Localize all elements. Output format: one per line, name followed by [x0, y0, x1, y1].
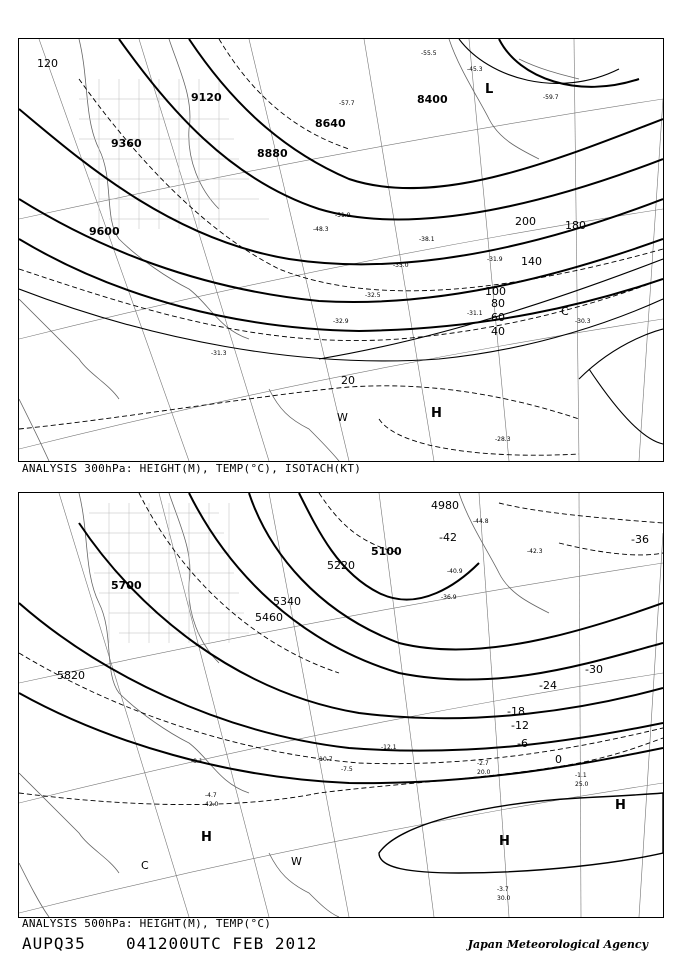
obs-temp-2: -1.1 [575, 772, 587, 779]
isotach-label-140: 140 [521, 255, 542, 268]
temp-label-31-1: -31.1 [467, 310, 483, 317]
temp-label-35-0: -35.0 [393, 262, 409, 269]
height-label-9120: 9120 [191, 91, 222, 104]
isotach-label-120: 120 [37, 57, 58, 70]
temp-label-45-3: -45.3 [467, 66, 483, 73]
height-contours [19, 493, 663, 783]
warm-center-marker: W [337, 411, 348, 424]
obs-temp-5: -7.5 [341, 766, 353, 773]
isotach-label-60: 60 [491, 311, 505, 324]
height-label-8640: 8640 [315, 117, 346, 130]
chart-300hpa [18, 38, 664, 462]
valid-time: 041200UTC FEB 2012 [126, 934, 318, 953]
obs-temp-12: -36.9 [441, 594, 457, 601]
obs-value-1: 30.0 [497, 895, 511, 902]
temp-label-6: -6 [517, 737, 528, 750]
chart-500hpa [18, 492, 664, 918]
obs-temp-1: -3.7 [497, 886, 509, 893]
height-label-8880: 8880 [257, 147, 288, 160]
isotach-label-180: 180 [565, 219, 586, 232]
isotach-label-80: 80 [491, 297, 505, 310]
temp-label-30-3: -30.3 [575, 318, 591, 325]
obs-temp-4: -12.1 [381, 744, 397, 751]
temp-label-31-3: -31.3 [211, 350, 227, 357]
temp-label-24: -24 [539, 679, 557, 692]
cold-center-marker: C [561, 305, 569, 318]
cold-center-marker: C [141, 859, 149, 872]
height-label-5700: 5700 [111, 579, 142, 592]
obs-temp-10: -42.3 [527, 548, 543, 555]
high-pressure-marker-west: H [201, 830, 212, 845]
height-label-5340: 5340 [273, 595, 301, 608]
temp-label-55-5: -55.5 [421, 50, 437, 57]
low-pressure-marker: L [485, 82, 494, 97]
height-contours [19, 39, 663, 331]
height-label-4980: 4980 [431, 499, 459, 512]
obs-value-3: 20.0 [477, 769, 491, 776]
warm-center-marker: W [291, 855, 302, 868]
isotach-label-20: 20 [341, 374, 355, 387]
temp-label-51-9: -51.9 [335, 212, 351, 219]
height-label-5100: 5100 [371, 545, 402, 558]
agency-name: Japan Meteorological Agency [467, 938, 648, 951]
graticule [19, 493, 663, 917]
chart-500hpa-caption: ANALYSIS 500hPa: HEIGHT(M), TEMP(°C) [22, 917, 272, 930]
temp-label-32-9: -32.9 [333, 318, 349, 325]
temp-label-28-3: -28.3 [495, 436, 511, 443]
temp-label-18: -18 [507, 705, 525, 718]
obs-temp-7: -8.1 [191, 758, 203, 765]
height-label-9600: 9600 [89, 225, 120, 238]
temp-label-59-7: -59.7 [543, 94, 559, 101]
obs-value-2: 25.0 [575, 781, 589, 788]
isotach-label-200: 200 [515, 215, 536, 228]
height-label-9360: 9360 [111, 137, 142, 150]
chart-id: AUPQ35 [22, 934, 86, 953]
height-label-8400: 8400 [417, 93, 448, 106]
chart-300hpa-caption: ANALYSIS 300hPa: HEIGHT(M), TEMP(°C), ISOTACH(KT) [22, 462, 362, 475]
obs-temp-3: -2.7 [477, 760, 489, 767]
coastlines [19, 493, 549, 917]
obs-temp-11: -40.9 [447, 568, 463, 575]
temp-label-38-1: -38.1 [419, 236, 435, 243]
temp-label-57-7: -57.7 [339, 100, 355, 107]
temp-label-31-9: -31.9 [487, 256, 503, 263]
temp-label-32-5: -32.5 [365, 292, 381, 299]
temp-label-42: -42 [439, 531, 457, 544]
high-pressure-marker-central: H [499, 834, 510, 849]
height-label-5460: 5460 [255, 611, 283, 624]
obs-value-8: 42.0 [205, 801, 219, 808]
isotach-label-100: 100 [485, 285, 506, 298]
isotach-label-40: 40 [491, 325, 505, 338]
temp-label-36: -36 [631, 533, 649, 546]
obs-temp-8: -4.7 [205, 792, 217, 799]
high-pressure-marker-east: H [615, 798, 626, 813]
hatched-jet-region [79, 79, 269, 229]
obs-temp-9: -44.8 [473, 518, 489, 525]
high-pressure-marker: H [431, 406, 442, 421]
temp-label-30: -30 [585, 663, 603, 676]
height-label-5820: 5820 [57, 669, 85, 682]
temp-label-48-3: -48.3 [313, 226, 329, 233]
chart-300hpa-drawing [19, 39, 663, 461]
chart-500hpa-drawing [19, 493, 663, 917]
height-label-5220: 5220 [327, 559, 355, 572]
temp-label-12: -12 [511, 719, 529, 732]
temp-label-0: 0 [555, 753, 562, 766]
obs-temp-6: -10.7 [317, 756, 333, 763]
